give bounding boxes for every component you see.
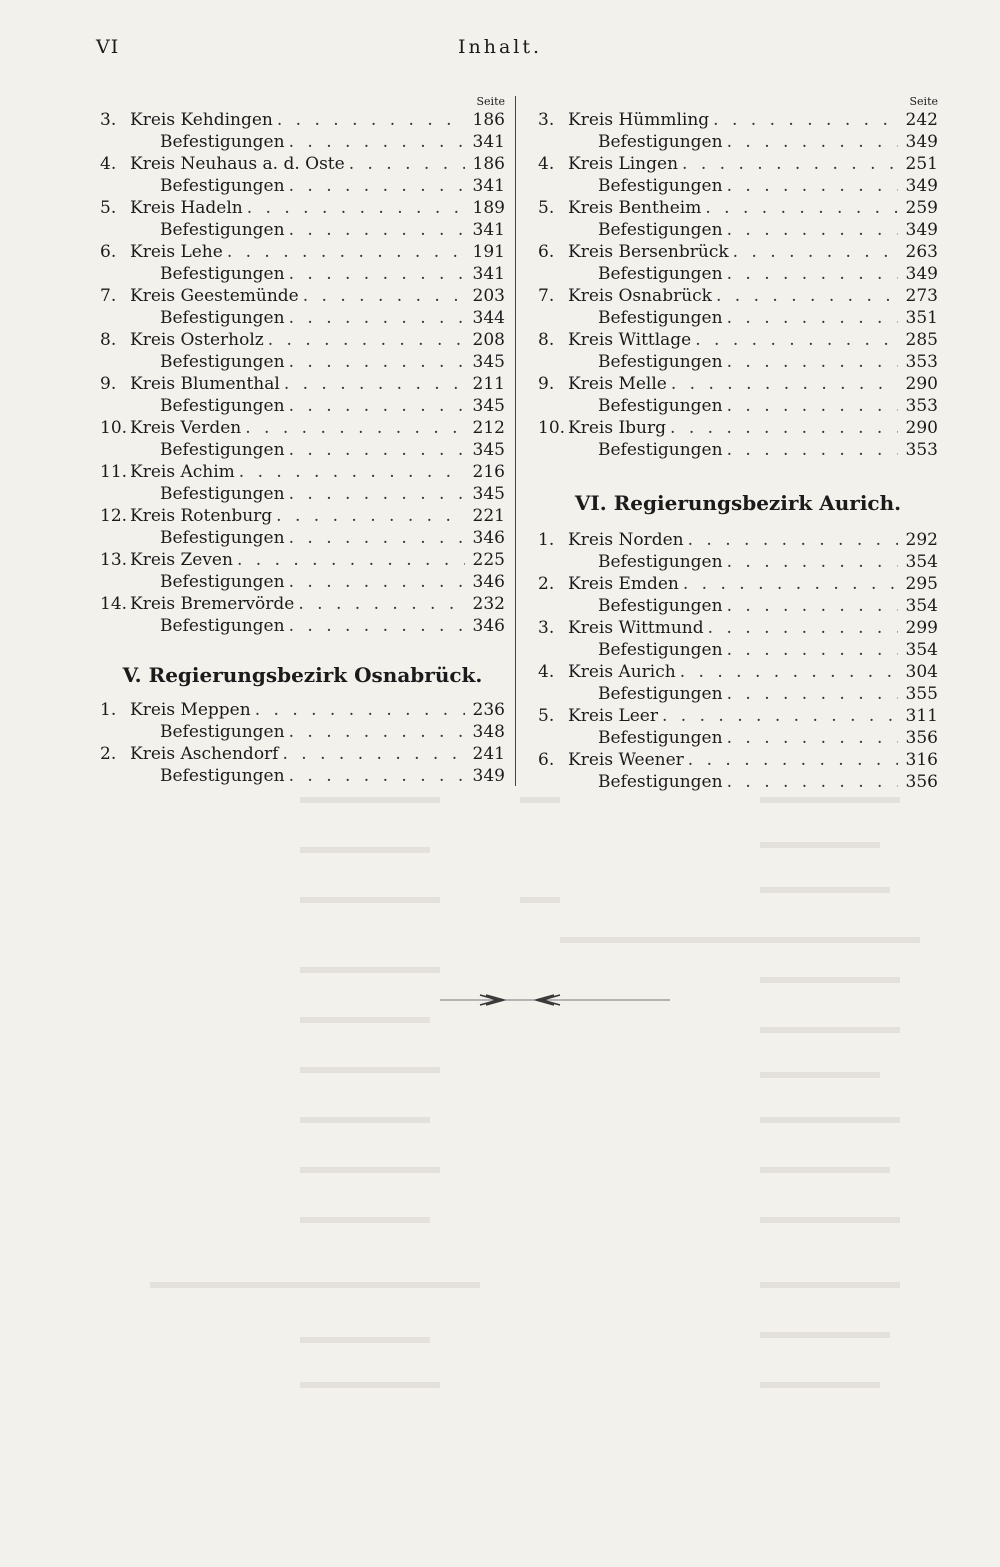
entry-label: Befestigungen [598,220,723,240]
entry-page-number: 290 [905,418,938,438]
entry-label: Kreis Osnabrück [568,286,712,306]
entry-label: Befestigungen [598,640,723,660]
entry-label: Befestigungen [160,766,285,786]
entry-page-number: 353 [905,352,938,372]
entry-label: Kreis Blumenthal [130,374,280,394]
dot-leader [727,307,898,329]
toc-subentry [100,175,505,197]
toc-entry [538,329,938,351]
entry-label: Befestigungen [598,308,723,328]
entry-label: Kreis Neuhaus a. d. Oste [130,154,345,174]
entry-label: Befestigungen [160,396,285,416]
right-column [538,95,938,793]
dot-leader [303,285,465,307]
toc-entry [100,197,505,219]
dot-leader [688,749,898,771]
entry-page-number: 186 [472,110,505,130]
toc-entry [538,197,938,219]
entry-label: Befestigungen [598,772,723,792]
entry-page-number: 349 [905,176,938,196]
toc-entry [100,373,505,395]
entry-label: Befestigungen [598,440,723,460]
dot-leader [298,593,465,615]
dot-leader [688,529,898,551]
entry-page-number: 341 [472,176,505,196]
toc-subentry [538,395,938,417]
entry-number: 8. [100,330,117,350]
entry-number: 1. [538,530,555,550]
dot-leader [289,175,465,197]
seite-label: Seite [476,95,505,108]
toc-entry [100,505,505,527]
entry-number: 1. [100,700,117,720]
toc-subentry [538,263,938,285]
dot-leader [276,505,465,527]
toc-entry [100,699,505,721]
entry-page-number: 346 [472,528,505,548]
entry-label: Kreis Lingen [568,154,679,174]
column-divider [515,96,516,786]
toc-entry [538,153,938,175]
dot-leader [247,197,465,219]
entry-page-number: 304 [905,662,938,682]
entry-page-number: 292 [905,530,938,550]
entry-number: 2. [100,744,117,764]
dot-leader [289,721,465,743]
entry-page-number: 212 [472,418,505,438]
entry-label: Kreis Hümmling [568,110,710,130]
toc-entry [100,153,505,175]
dot-leader [289,263,465,285]
entry-label: Kreis Rotenburg [130,506,273,526]
toc-entry [538,109,938,131]
entry-page-number: 203 [472,286,505,306]
entry-label: Kreis Kehdingen [130,110,273,130]
entry-page-number: 349 [905,132,938,152]
entry-page-number: 356 [905,772,938,792]
dot-leader [662,705,898,727]
entry-label: Kreis Melle [568,374,667,394]
toc-subentry [538,439,938,461]
entry-number: 7. [100,286,117,306]
entry-label: Befestigungen [598,264,723,284]
toc-subentry [100,131,505,153]
osnabrueck-entry-list [100,699,505,787]
toc-subentry [100,219,505,241]
dot-leader [705,197,898,219]
entry-number: 4. [538,154,555,174]
entry-label: Befestigungen [598,352,723,372]
entry-label: Befestigungen [160,308,285,328]
entry-label: Befestigungen [598,596,723,616]
entry-label: Kreis Achim [130,462,235,482]
entry-page-number: 259 [905,198,938,218]
entry-page-number: 225 [472,550,505,570]
entry-number: 6. [100,242,117,262]
entry-label: Kreis Iburg [568,418,667,438]
toc-subentry [538,351,938,373]
toc-subentry [100,395,505,417]
entry-page-number: 341 [472,264,505,284]
dot-leader [727,771,898,793]
dot-leader [245,417,465,439]
toc-entry [100,743,505,765]
dot-leader [289,351,465,373]
entry-label: Befestigungen [160,440,285,460]
entry-label: Befestigungen [598,684,723,704]
entry-page-number: 346 [472,616,505,636]
double-arrow-flourish-icon [440,992,670,1008]
dot-leader [289,615,465,637]
toc-entry [100,461,505,483]
entry-page-number: 211 [472,374,505,394]
dot-leader [289,527,465,549]
entry-number: 14. [100,594,128,614]
toc-subentry [100,571,505,593]
entry-label: Kreis Bremervörde [130,594,295,614]
dot-leader [284,373,465,395]
entry-label: Kreis Aurich [568,662,676,682]
dot-leader [727,351,898,373]
dot-leader [683,573,898,595]
dot-leader [733,241,898,263]
entry-page-number: 232 [472,594,505,614]
entry-page-number: 241 [472,744,505,764]
entry-number: 7. [538,286,555,306]
entry-number: 8. [538,330,555,350]
entry-label: Befestigungen [160,352,285,372]
toc-subentry [538,639,938,661]
entry-page-number: 316 [905,750,938,770]
entry-page-number: 354 [905,596,938,616]
toc-subentry [100,263,505,285]
entry-label: Kreis Verden [130,418,242,438]
entry-label: Befestigungen [160,528,285,548]
entry-page-number: 349 [905,220,938,240]
entry-page-number: 341 [472,220,505,240]
entry-label: Befestigungen [160,220,285,240]
entry-page-number: 189 [472,198,505,218]
entry-page-number: 208 [472,330,505,350]
toc-subentry [100,615,505,637]
entry-label: Kreis Bentheim [568,198,702,218]
toc-entry [100,285,505,307]
toc-subentry [538,727,938,749]
entry-page-number: 353 [905,396,938,416]
entry-page-number: 186 [472,154,505,174]
entry-label: Kreis Wittmund [568,618,704,638]
entry-label: Befestigungen [160,484,285,504]
dot-leader [282,743,465,765]
dot-leader [727,439,898,461]
entry-page-number: 346 [472,572,505,592]
entry-number: 6. [538,750,555,770]
toc-entry [538,373,938,395]
dot-leader [727,727,898,749]
toc-subentry [538,175,938,197]
toc-subentry [538,771,938,793]
dot-leader [237,549,465,571]
entry-label: Befestigungen [598,396,723,416]
dot-leader [289,307,465,329]
dot-leader [727,131,898,153]
entry-page-number: 311 [905,706,938,726]
dot-leader [268,329,465,351]
dot-leader [349,153,465,175]
toc-entry [538,529,938,551]
entry-label: Befestigungen [160,616,285,636]
entry-number: 3. [538,618,555,638]
entry-number: 5. [100,198,117,218]
entry-page-number: 216 [472,462,505,482]
entry-label: Kreis Wittlage [568,330,692,350]
entry-number: 6. [538,242,555,262]
entry-page-number: 345 [472,484,505,504]
toc-entry [100,549,505,571]
entry-page-number: 354 [905,640,938,660]
toc-subentry [100,483,505,505]
dot-leader [727,263,898,285]
dot-leader [289,395,465,417]
toc-entry [538,749,938,771]
toc-entry [538,573,938,595]
toc-subentry [538,551,938,573]
entry-page-number: 348 [472,722,505,742]
dot-leader [680,661,898,683]
entry-page-number: 345 [472,352,505,372]
entry-label: Kreis Hadeln [130,198,243,218]
entry-page-number: 221 [472,506,505,526]
entry-label: Kreis Aschendorf [130,744,279,764]
dot-leader [695,329,898,351]
toc-subentry [538,307,938,329]
entry-number: 4. [100,154,117,174]
toc-subentry [100,527,505,549]
entry-page-number: 295 [905,574,938,594]
entry-label: Befestigungen [598,552,723,572]
entry-page-number: 351 [905,308,938,328]
entry-label: Kreis Bersenbrück [568,242,729,262]
page-number: VI [96,36,120,58]
toc-subentry [100,351,505,373]
entry-page-number: 345 [472,396,505,416]
entry-number: 4. [538,662,555,682]
toc-subentry [538,683,938,705]
dot-leader [727,551,898,573]
dot-leader [727,395,898,417]
toc-entry [100,593,505,615]
toc-subentry [100,439,505,461]
dot-leader [716,285,898,307]
dot-leader [289,483,465,505]
entry-label: Kreis Emden [568,574,679,594]
entry-number: 10. [100,418,128,438]
entry-label: Kreis Meppen [130,700,251,720]
entry-label: Kreis Lehe [130,242,223,262]
entry-number: 3. [100,110,117,130]
toc-subentry [100,721,505,743]
entry-page-number: 355 [905,684,938,704]
entry-number: 3. [538,110,555,130]
dot-leader [289,765,465,787]
entry-label: Befestigungen [598,728,723,748]
dot-leader [682,153,898,175]
entry-page-number: 236 [472,700,505,720]
entry-number: 12. [100,506,128,526]
entry-label: Kreis Norden [568,530,684,550]
left-entry-list [100,109,505,637]
entry-number: 13. [100,550,128,570]
toc-subentry [100,307,505,329]
seite-label: Seite [909,95,938,108]
dot-leader [671,373,898,395]
entry-label: Befestigungen [160,132,285,152]
entry-page-number: 191 [472,242,505,262]
left-column [100,95,505,787]
entry-page-number: 344 [472,308,505,328]
entry-label: Befestigungen [160,264,285,284]
entry-label: Befestigungen [160,722,285,742]
dot-leader [727,639,898,661]
dot-leader [727,175,898,197]
entry-label: Befestigungen [160,572,285,592]
toc-entry [100,109,505,131]
toc-entry [538,241,938,263]
entry-page-number: 273 [905,286,938,306]
toc-entry [538,705,938,727]
dot-leader [727,595,898,617]
dot-leader [289,439,465,461]
entry-label: Kreis Weener [568,750,684,770]
dot-leader [713,109,898,131]
section-heading-osnabrueck: V. Regierungsbezirk Osnabrück. [122,663,483,687]
entry-label: Befestigungen [160,176,285,196]
entry-number: 9. [538,374,555,394]
entry-number: 10. [538,418,566,438]
dot-leader [289,131,465,153]
entry-page-number: 290 [905,374,938,394]
entry-number: 9. [100,374,117,394]
entry-number: 11. [100,462,128,482]
toc-subentry [538,595,938,617]
section-heading-aurich: VI. Regierungsbezirk Aurich. [574,491,902,515]
entry-page-number: 345 [472,440,505,460]
dot-leader [670,417,898,439]
entry-label: Kreis Zeven [130,550,233,570]
entry-label: Kreis Osterholz [130,330,264,350]
dot-leader [239,461,465,483]
entry-page-number: 353 [905,440,938,460]
entry-page-number: 356 [905,728,938,748]
right-entry-list [538,109,938,461]
toc-entry [100,241,505,263]
page-title: Inhalt. [457,36,543,58]
entry-label: Befestigungen [598,176,723,196]
toc-subentry [100,765,505,787]
toc-entry [100,329,505,351]
dot-leader [255,699,465,721]
toc-subentry [538,219,938,241]
toc-entry [538,617,938,639]
entry-page-number: 242 [905,110,938,130]
toc-subentry [538,131,938,153]
dot-leader [727,683,898,705]
entry-label: Kreis Leer [568,706,658,726]
entry-label: Kreis Geestemünde [130,286,299,306]
entry-number: 5. [538,706,555,726]
dot-leader [727,219,898,241]
entry-page-number: 285 [905,330,938,350]
entry-page-number: 354 [905,552,938,572]
dot-leader [708,617,898,639]
entry-page-number: 349 [905,264,938,284]
entry-label: Befestigungen [598,132,723,152]
dot-leader [277,109,465,131]
dot-leader [289,219,465,241]
toc-entry [538,285,938,307]
entry-page-number: 299 [905,618,938,638]
dot-leader [227,241,465,263]
entry-page-number: 341 [472,132,505,152]
entry-page-number: 251 [905,154,938,174]
toc-entry [100,417,505,439]
toc-entry [538,417,938,439]
dot-leader [289,571,465,593]
entry-page-number: 349 [472,766,505,786]
entry-page-number: 263 [905,242,938,262]
toc-entry [538,661,938,683]
entry-number: 2. [538,574,555,594]
aurich-entry-list [538,529,938,793]
entry-number: 5. [538,198,555,218]
